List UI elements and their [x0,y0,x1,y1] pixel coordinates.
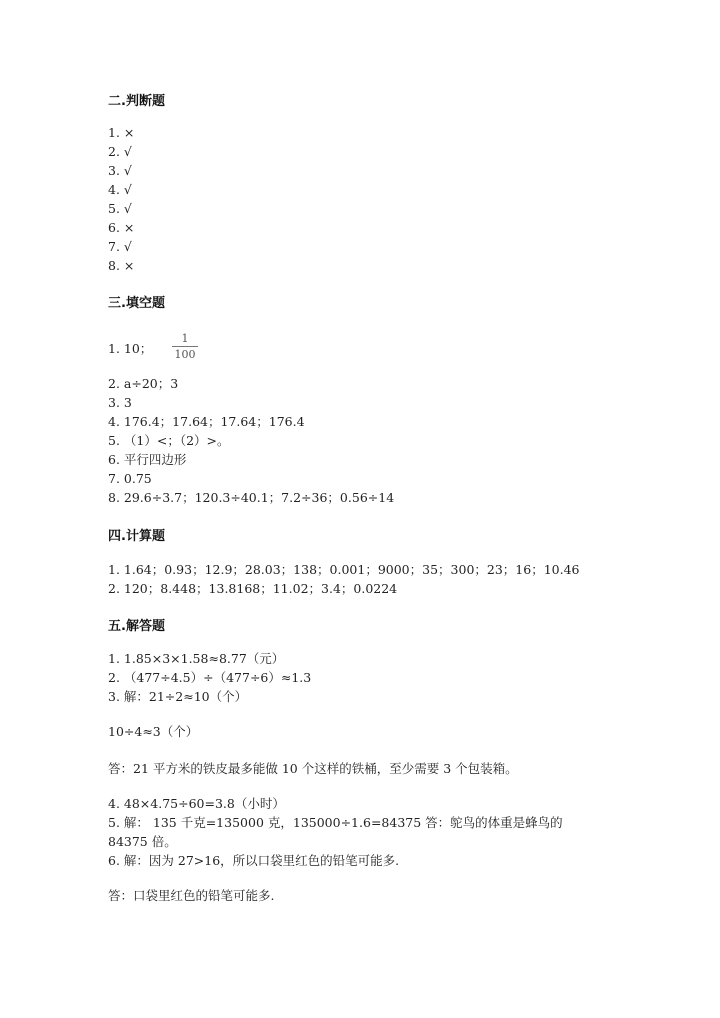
word-problem-line: 5. 解： 135 千克=135000 克，135000÷1.6=84375 答：鸵鸟的体重是蜂鸟的 [108,815,563,830]
fraction-denominator: 100 [174,348,196,361]
word-problem-line: 3. 解：21÷2≈10（个） [108,689,248,704]
section-title-calculation: 四.计算题 [108,529,165,544]
fill-blank-item: 7. 0.75 [108,471,152,486]
word-problem-line: 4. 48×4.75÷60=3.8（小时） [108,796,285,811]
fill-blank-item: 3. 3 [108,395,132,410]
section-title-judgement: 二.判断题 [108,94,165,109]
judgement-item: 6. × [108,220,135,235]
word-problem-line: 6. 解：因为 27>16，所以口袋里红色的铅笔可能多. [108,853,400,868]
judgement-item: 5. √ [108,201,132,216]
judgement-item: 8. × [108,258,135,273]
calculation-item: 2. 120；8.448；13.8168；11.02；3.4；0.0224 [108,581,398,596]
word-problem-line: 10÷4≈3（个） [108,724,199,739]
fill-blank-item: 2. a÷20；3 [108,376,179,391]
word-problem-line: 1. 1.85×3×1.58≈8.77（元） [108,651,285,666]
judgement-item: 3. √ [108,163,132,178]
judgement-item: 2. √ [108,144,132,159]
word-problem-answer: 答：21 平方米的铁皮最多能做 10 个这样的铁桶，至少需要 3 个包装箱。 [108,761,518,776]
fraction-bar [172,346,198,347]
fill-blank-item: 4. 176.4；17.64；17.64；176.4 [108,414,305,429]
fill-blank-item: 5. （1）<；（2）>。 [108,433,230,448]
fill-blank-item: 8. 29.6÷3.7；120.3÷40.1；7.2÷36；0.56÷14 [108,490,395,505]
word-problem-answer: 答：口袋里红色的铅笔可能多. [108,888,275,903]
fill-blank-item: 6. 平行四边形 [108,452,187,467]
judgement-item: 7. √ [108,239,132,254]
fraction-numerator: 1 [181,332,189,345]
fraction-one-hundredth [170,332,200,361]
word-problem-line: 84375 倍。 [108,834,177,849]
word-problem-line: 2. （477÷4.5）÷（477÷6）≈1.3 [108,670,312,685]
fill-blank-item-1: 1. 10； [108,341,153,356]
judgement-item: 4. √ [108,182,132,197]
section-title-fill-blank: 三.填空题 [108,296,165,311]
section-title-word-problems: 五.解答题 [108,619,165,634]
calculation-item: 1. 1.64；0.93；12.9；28.03；138；0.001；9000；35；300；23；16；10.46 [108,562,580,577]
judgement-item: 1. × [108,125,135,140]
